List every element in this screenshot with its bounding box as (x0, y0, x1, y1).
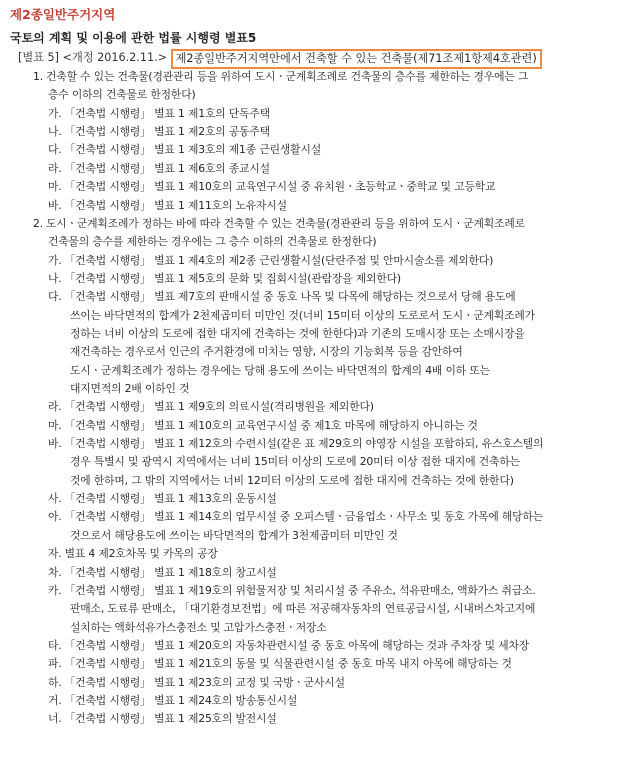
item-marker: 바. (48, 198, 62, 212)
provision-line (48, 252, 493, 270)
provision-line (48, 674, 345, 692)
provision-line (48, 105, 270, 123)
provision-line (48, 141, 321, 159)
item-text: 「건축법 시행령」 별표 1 제2호의 공동주택 (64, 125, 270, 139)
item-text: 「건축법 시행령」 별표 1 제19호의 위험물저장 및 처리시설 중 주유소, 석유판매소, 액화가스 취급소. (64, 583, 536, 597)
item-marker: 1. (33, 70, 44, 83)
item-marker: 다. (48, 290, 62, 304)
item-text: 「건축법 시행령」 별표 1 제1호의 단독주택 (64, 106, 270, 120)
item-text: 도시ㆍ군계획조례가 정하는 바에 따라 건축할 수 있는 건축물(경관관리 등을 위하여 도시ㆍ군계획조례로 (46, 216, 525, 230)
item-text: 설치하는 액화석유가스충전소 및 고압가스충전ㆍ저장소 (70, 620, 327, 634)
item-text: 판매소, 도료류 판매소, 「대기환경보전법」에 따른 저공해자동차의 연료공급시설, 시내버스차고지에 (70, 602, 536, 616)
item-text: 쓰이는 바닥면적의 합계가 2천제곱미터 미만인 것(너비 15미터 이상의 도로로서 도시ㆍ군계획조례가 (70, 308, 535, 322)
item-text: 「건축법 시행령」 별표 1 제5호의 문화 및 집회시설(관람장을 제외한다) (64, 271, 401, 285)
provision-line (33, 68, 528, 86)
item-text: 건축물의 층수를 제한하는 경우에는 그 층수 이하의 건축물로 한정한다) (48, 235, 377, 249)
provision-line (48, 637, 529, 655)
item-text: 별표 4 제2호차목 및 카목의 공장 (64, 547, 218, 561)
provision-line (48, 655, 512, 673)
table-ref: [별표 5] (18, 51, 60, 64)
item-text: 「건축법 시행령」 별표 1 제14호의 업무시설 중 오피스텔ㆍ금융업소ㆍ사무소 및 동호 가목에 해당하는 (64, 510, 544, 524)
law-title: 국토의 계획 및 이용에 관한 법률 시행령 별표5 (10, 31, 257, 45)
item-text: 「건축법 시행령」 별표 1 제25호의 발전시설 (64, 712, 277, 726)
item-marker: 마. (48, 180, 62, 194)
provision-line (48, 86, 196, 104)
item-text: 대지면적의 2배 이하인 것 (70, 382, 190, 395)
provision-line (48, 160, 270, 178)
item-marker: 마. (48, 418, 62, 432)
item-text: 「건축법 시행령」 별표 1 제12호의 수련시설(같은 표 제29호의 야영장 시설을 포함하되, 유스호스텔의 (64, 437, 544, 450)
item-marker: 바. (48, 437, 62, 450)
item-text: 「건축법 시행령」 별표 1 제13호의 운동시설 (64, 492, 277, 506)
item-text: 건축할 수 있는 건축물(경관관리 등을 위하여 도시ㆍ군계획조례로 건축물의 층수를 제한하는 경우에는 그 (46, 70, 529, 83)
item-marker: 다. (48, 143, 62, 157)
provision-line (48, 398, 374, 416)
item-text: 정하는 너비 이상의 도로에 접한 대지에 건축하는 것에 한한다)과 기존의 도매시장 또는 소매시장을 (70, 326, 525, 340)
item-text: 것에 한하며, 그 밖의 지역에서는 너비 12미터 이상의 도로에 접한 대지에 건축하는 것에 한한다) (70, 473, 514, 487)
item-text: 「건축법 시행령」 별표 1 제10호의 교육연구시설 중 제1호 마목에 해당하지 아니하는 것 (64, 418, 478, 432)
provision-line (70, 362, 490, 380)
item-text: 「건축법 시행령」 별표 1 제21호의 동물 및 식물관련시설 중 동호 마목 내지 아목에 해당하는 것 (64, 657, 512, 671)
item-text: 층수 이하의 건축물로 한정한다) (48, 88, 196, 102)
item-text: 도시ㆍ군계획조례가 정하는 경우에는 당해 용도에 쓰이는 바닥면적의 합계의 4배 이하 또는 (70, 363, 490, 377)
provision-line (48, 508, 543, 526)
item-marker: 자. (48, 547, 62, 561)
item-text: 「건축법 시행령」 별표 1 제3호의 제1종 근린생활시설 (64, 143, 322, 157)
item-text: 재건축하는 경우로서 인근의 주거환경에 미치는 영향, 시장의 기능회복 등을 감안하여 (70, 345, 463, 359)
item-marker: 가. (48, 106, 62, 120)
item-marker: 차. (48, 565, 62, 579)
provision-line (70, 343, 463, 361)
table-header (18, 49, 542, 67)
provision-line (48, 692, 297, 710)
provision-line (48, 490, 277, 508)
item-marker: 나. (48, 271, 62, 285)
provision-line (70, 600, 535, 618)
provision-line (48, 545, 218, 563)
item-text: 「건축법 시행령」 별표 1 제11호의 노유자시설 (64, 198, 287, 212)
item-text: 「건축법 시행령」 별표 1 제24호의 방송통신시설 (64, 693, 298, 707)
provision-line (70, 307, 535, 325)
provision-line (70, 619, 327, 637)
item-text: 「건축법 시행령」 별표 1 제23호의 교정 및 국방ㆍ군사시설 (64, 675, 345, 689)
item-text: 「건축법 시행령」 별표 1 제4호의 제2종 근린생활시설(단란주점 및 안마시술소를 제외한다) (64, 253, 494, 267)
provision-line (48, 417, 478, 435)
provision-line (70, 472, 514, 490)
provision-line (70, 453, 520, 471)
item-marker: 사. (48, 492, 62, 506)
provision-line (48, 197, 287, 215)
item-marker: 파. (48, 657, 62, 671)
provision-line (70, 527, 398, 545)
item-marker: 카. (48, 583, 62, 597)
item-text: 「건축법 시행령」 별표 1 제10호의 교육연구시설 중 유치원ㆍ초등학교ㆍ중학교 및 고등학교 (64, 180, 496, 194)
provision-line (48, 178, 495, 196)
item-marker: 라. (48, 400, 62, 414)
provision-line (48, 582, 536, 600)
item-marker: 나. (48, 125, 62, 139)
item-marker: 거. (48, 693, 62, 707)
provision-line (48, 123, 270, 141)
provision-line (48, 710, 277, 728)
provision-line (70, 380, 189, 398)
item-marker: 라. (48, 161, 62, 175)
item-text: 「건축법 시행령」 별표 1 제6호의 종교시설 (64, 161, 270, 175)
item-marker: 2. (33, 216, 44, 230)
item-text: 「건축법 시행령」 별표 1 제9호의 의료시설(격리병원을 제외한다) (64, 400, 374, 414)
item-marker: 가. (48, 253, 62, 267)
item-marker: 아. (48, 510, 62, 524)
provision-line (33, 215, 525, 233)
item-marker: 하. (48, 675, 62, 689)
item-text: 「건축법 시행령」 별표 1 제18호의 창고시설 (64, 565, 277, 579)
provision-line (48, 270, 401, 288)
item-marker: 너. (48, 712, 62, 726)
provision-line (48, 435, 543, 453)
provision-line (70, 325, 525, 343)
item-marker: 타. (48, 638, 62, 652)
item-text: 「건축법 시행령」 별표 1 제20호의 자동차관련시설 중 동호 아목에 해당하는 것과 주차장 및 세차장 (64, 638, 530, 652)
provision-line (48, 564, 277, 582)
page-title: 제2종일반주거지역 (10, 7, 116, 22)
provision-line (48, 233, 376, 251)
revision-date: <개정 2016.2.11.> (62, 51, 168, 64)
item-text: 「건축법 시행령」 별표 제7호의 판매시설 중 동호 나목 및 다목에 해당하는 것으로서 당해 용도에 (64, 290, 516, 304)
item-text: 것으로서 해당용도에 쓰이는 바닥면적의 합계가 3천제곱미터 미만인 것 (70, 528, 398, 542)
highlighted-heading: 제2종일반주거지역안에서 건축할 수 있는 건축물(제71조제1항제4호관련) (171, 49, 542, 69)
provision-line (48, 288, 516, 306)
item-text: 경우 특별시 및 광역시 지역에서는 너비 15미터 이상의 도로에 20미터 이상 접한 대지에 건축하는 (70, 455, 520, 469)
